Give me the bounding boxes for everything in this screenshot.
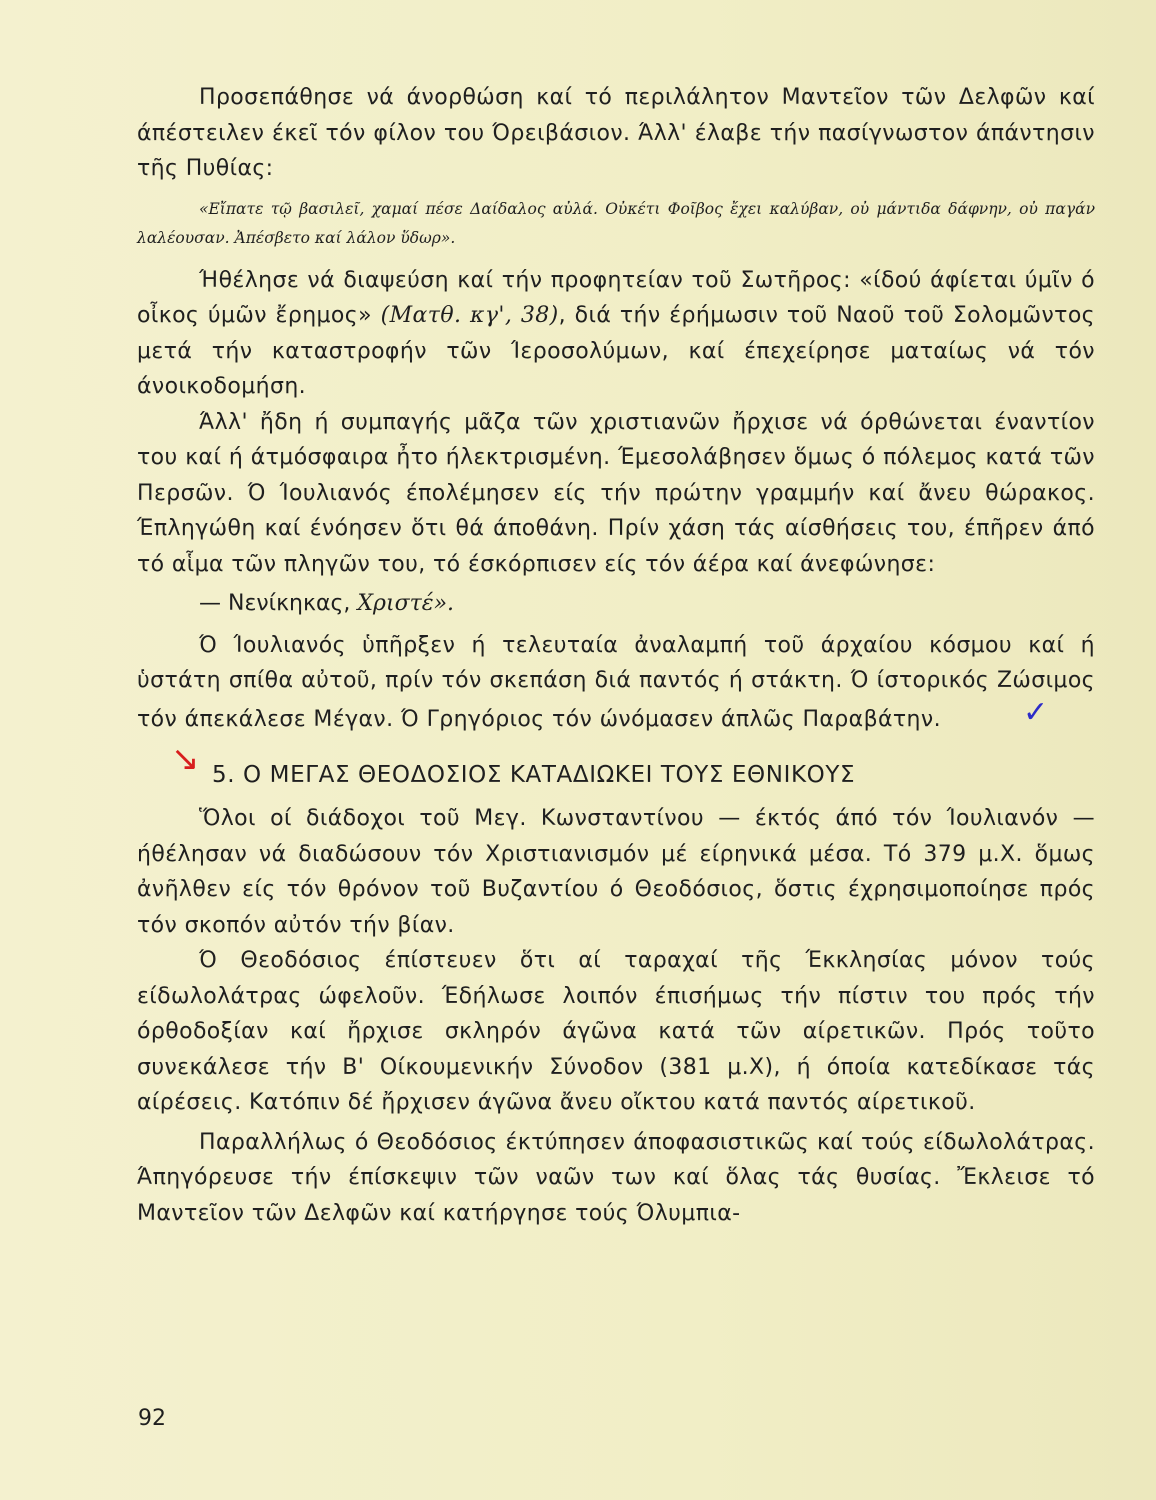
paragraph-julian-legacy [137,628,1095,738]
paragraph-delphi: Προσεπάθησε νά άνορθώση καί τό περιλάλητον Μαντεῖον τῶν Δελφῶν καί άπέστειλεν έκεῖ τόν φίλον του Όρειβάσιον. Άλλ' έλαβε τήν πασίγνωστον άπάντησιν τῆς Πυθίας: [137,85,1095,181]
red-pen-mark: ↘ [171,739,201,779]
paragraph-successors: Ὅλοι οί διάδοχοι τοῦ Μεγ. Κωνσταντίνου — έκτός άπό τόν Ίουλιανόν — ήθέλησαν νά διαδώσουν τόν Χριστιανισμόν μέ είρηνικά μέσα. Τό 379 μ.Χ. ὅμως ἀνῆλθεν είς τόν θρόνον τοῦ Βυζαντίου ό Θεοδόσιος, ὅστις έχρησιμοποίησε πρός τόν σκοπόν αὐτόν τήν βίαν. [137,806,1095,938]
julian-legacy-text: Ό Ίουλιανός ὑπῆρξεν ή τελευταία ἀναλαμπή τοῦ άρχαίου κόσμου καί ή ὑστάτη σπίθα αὐτοῦ, πρίν τόν σκεπάση διά παντός ή στάκτη. Ό ίστορικός Ζώσιμος τόν άπεκάλεσε Μέγαν. Ό Γρηγόριος τόν ώνόμασεν άπλῶς Παραβάτην. [137,632,1095,732]
oracle-quote: «Εἴπατε τῷ βασιλεῖ, χαμαί πέσε Δαίδαλος αὐλά. Οὐκέτι Φοῖβος ἔχει καλύβαν, οὐ μάντιδα δάφνην, οὐ παγάν λαλέουσαν. Ἀπέσβετο καί λάλον ὕδωρ». [137,199,1095,247]
exclamation-text: — Νενίκηκας, [199,591,358,616]
section-heading-text: 5. Ο ΜΕΓΑΣ ΘΕΟΔΟΣΙΟΣ ΚΑΤΑΔΙΩΚΕΙ ΤΟΥΣ ΕΘΝΙΚΟΥΣ [212,762,856,788]
scripture-reference: (Ματθ. κγ', 38) [380,303,559,328]
paragraph-pagans: Παραλλήλως ό Θεοδόσιος έκτύπησεν άποφασιστικῶς καί τούς είδωλολάτρας. Άπηγόρευσε τήν έπίσκεψιν τῶν ναῶν των καί ὅλας τάς θυσίας. Ἔκλεισε τό Μαντεῖον τῶν Δελφῶν καί κατήργησε τούς Όλυμπια- [137,1129,1095,1226]
paragraph-persian-war: Άλλ' ἤδη ή συμπαγής μᾶζα τῶν χριστιανῶν ἤρχισε νά όρθώνεται έναντίον του καί ή άτμόσφαιρα ἦτο ήλεκτρισμένη. Έμεσολάβησεν ὅμως ό πόλεμος κατά τῶν Περσῶν. Ό Ίουλιανός έπολέμησεν είς τήν πρώτην γραμμήν καί ἄνευ θώρακος. Έπληγώθη καί ένόησεν ὅτι θά άποθάνη. Πρίν χάση τάς αίσθήσεις του, έπῆρεν άπό τό αἷμα τῶν πληγῶν του, τό έσκόρπισεν είς τόν άέρα καί άνεφώνησε: [137,409,1095,577]
exclamation-line [137,586,1095,622]
prophecy-text: Ήθέλησε νά διαψεύση καί τήν προφητείαν τοῦ Σωτῆρος: «ίδού άφίεται ύμῖν ό οἶκος ύμῶν ἔρημος» [137,267,1095,328]
prophecy-text-end: , διά τήν έρήμωσιν τοῦ Ναοῦ τοῦ Σολομῶντος μετά τήν καταστροφήν τῶν Ίεροσολύμων, καί έπεχείρησε ματαίως νά τόν άνοικοδομήση. [137,303,1095,399]
paragraph-theodosius-faith: Ό Θεοδόσιος έπίστευεν ὅτι αί ταραχαί τῆς Έκκλησίας μόνον τούς είδωλολάτρας ώφελοῦν. Έδήλωσε λοιπόν έπισήμως τήν πίστιν του πρός τήν όρθοδοξίαν καί ἤρχισε σκληρόν άγῶνα κατά τῶν αίρετικῶν. Πρός τοῦτο συνεκάλεσε τήν Β' Οίκουμενικήν Σύνοδον (381 μ.Χ), ή όποία κατεδίκασε τάς αίρέσεις. Κατόπιν δέ ἤρχισεν άγῶνα ἄνευ οἴκτου κατά παντός αίρετικοῦ. [137,948,1095,1115]
exclamation-christ: Χριστέ». [357,591,455,616]
blue-check-mark: ✓ [1022,694,1049,730]
paragraph-prophecy [137,263,1095,405]
section-heading [137,739,1095,793]
page-text [137,80,1095,1231]
page-number: 92 [138,1406,166,1431]
